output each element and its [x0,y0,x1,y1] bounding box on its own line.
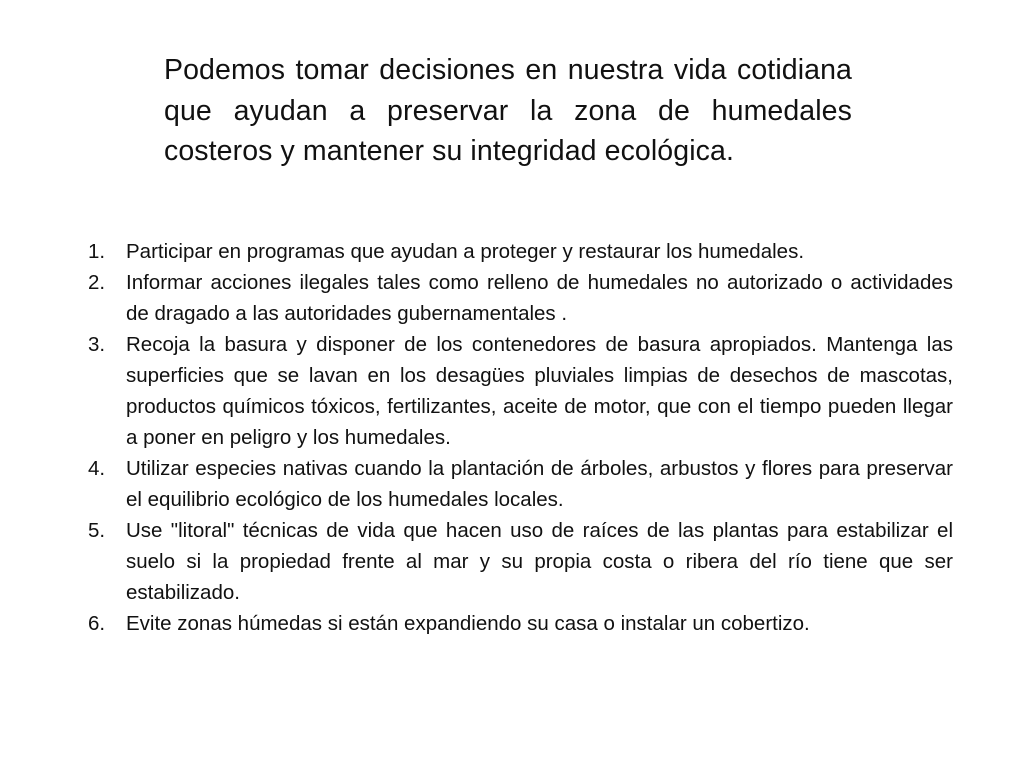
list-item-number: 1. [88,240,106,263]
list-item [80,453,953,515]
list-item [80,608,953,639]
list-item-number: 3. [88,333,106,356]
list-item-number: 6. [88,612,106,635]
list-item-text: Use "litoral" técnicas de vida que hacen uso de raíces de las plantas para estabilizar el suelo si la propiedad frente al mar y su propia costa o ribera del río tiene que ser estabilizado. [126,519,953,604]
intro-paragraph: Podemos tomar decisiones en nuestra vida cotidiana que ayudan a preservar la zona de humedales costeros y mantener su integridad ecológica. [164,54,852,167]
list-item-text: Informar acciones ilegales tales como relleno de humedales no autorizado o actividades de dragado a las autoridades gubernamentales . [126,271,953,325]
list-item [80,267,953,329]
list-item-text: Recoja la basura y disponer de los contenedores de basura apropiados. Mantenga las superficies que se lavan en los desagües pluviales limpias de desechos de mascotas, productos químicos tóxicos, fertilizantes, aceite de motor, que con el tiempo pueden llegar a poner en peligro y los humedales. [126,333,953,449]
list-item [80,236,953,267]
list-item-text: Utilizar especies nativas cuando la plantación de árboles, arbustos y flores para preservar el equilibrio ecológico de los humedales locales. [126,457,953,511]
list-item [80,329,953,453]
list-item-text: Participar en programas que ayudan a proteger y restaurar los humedales. [126,240,805,263]
list-item-number: 5. [88,519,106,542]
list-item [80,515,953,608]
list-item-number: 4. [88,457,106,480]
list-item-text: Evite zonas húmedas si están expandiendo su casa o instalar un cobertizo. [126,612,810,635]
list-item-number: 2. [88,271,106,294]
action-list [80,236,953,639]
